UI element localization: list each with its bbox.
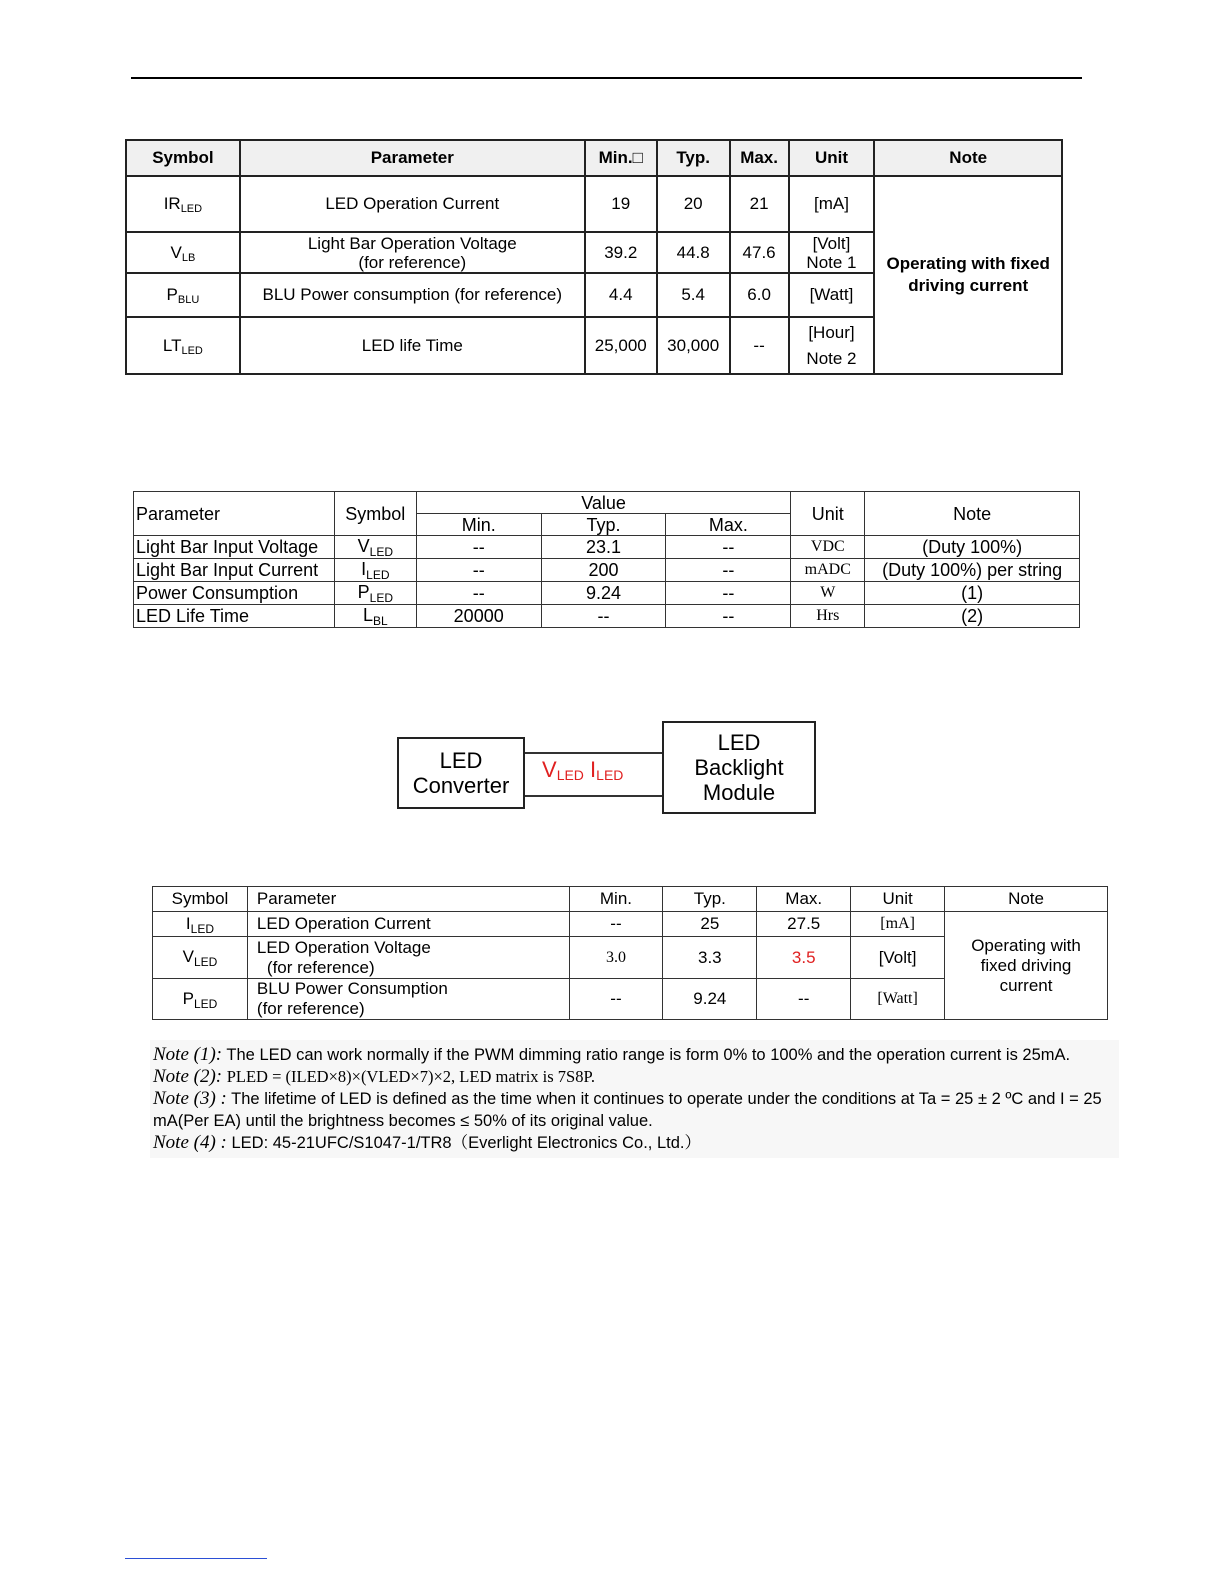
unit-cell: Hrs (791, 605, 865, 628)
unit-cell: [Watt] (851, 979, 945, 1020)
unit-cell: [Watt] (789, 273, 875, 317)
col-typ: Typ. (541, 514, 666, 536)
table-header-row (153, 887, 1108, 912)
converter-label-line2: Converter (412, 773, 510, 798)
col-typ: Typ. (663, 887, 757, 912)
unit-cell: [Volt] (851, 937, 945, 979)
typ-cell: 23.1 (541, 536, 666, 559)
col-unit: Unit (791, 492, 865, 536)
max-cell: -- (757, 979, 851, 1020)
col-note: Note (874, 140, 1062, 176)
col-symbol: Symbol (126, 140, 240, 176)
unit-cell: [mA] (789, 176, 875, 232)
max-cell: -- (666, 582, 791, 605)
symbol-cell: $V_{LB}$ (126, 232, 240, 273)
max-cell: -- (730, 317, 789, 374)
parameter-cell: BLU Power consumption (for reference) (240, 273, 585, 317)
col-note: Note (945, 887, 1108, 912)
unit-cell: W (791, 582, 865, 605)
min-cell: 19 (585, 176, 657, 232)
min-cell: -- (416, 559, 541, 582)
min-cell: 39.2 (585, 232, 657, 273)
symbol-cell: $I_{LED}$ (334, 559, 416, 582)
wire-bottom (525, 795, 662, 797)
min-cell: -- (416, 582, 541, 605)
symbol-cell: $P_{LED}$ (153, 979, 248, 1020)
col-typ: Typ. (657, 140, 730, 176)
unit-cell: [mA] (851, 912, 945, 937)
col-parameter: Parameter (247, 887, 569, 912)
parameter-cell: Light Bar Operation Voltage (for reference) (240, 232, 585, 273)
col-unit: Unit (851, 887, 945, 912)
parameter-cell: Power Consumption (134, 582, 335, 605)
min-cell: -- (569, 912, 663, 937)
unit-cell: VDC (791, 536, 865, 559)
module-label-line3: Module (702, 780, 776, 805)
col-parameter: Parameter (240, 140, 585, 176)
unit-cell: mADC (791, 559, 865, 582)
table-header-row (134, 492, 1080, 514)
converter-label-line1: LED (439, 748, 483, 773)
col-min: Min.□ (585, 140, 657, 176)
symbol-cell: $IR_{LED}$ (126, 176, 240, 232)
module-label-line2: Backlight (694, 755, 784, 780)
unit-cell: [Hour] Note 2 (789, 317, 875, 374)
max-cell: 21 (730, 176, 789, 232)
typ-cell: 9.24 (663, 979, 757, 1020)
max-cell: 27.5 (757, 912, 851, 937)
table-row (153, 912, 1108, 937)
notes-block (150, 1040, 1119, 1158)
symbol-cell: $V_{LED}$ (334, 536, 416, 559)
col-note: Note (865, 492, 1080, 536)
max-cell: -- (666, 536, 791, 559)
min-cell: 25,000 (585, 317, 657, 374)
note-cell: (1) (865, 582, 1080, 605)
min-cell: -- (569, 979, 663, 1020)
note-cell: Operating with fixed driving current (945, 912, 1108, 1020)
note-cell: (Duty 100%) (865, 536, 1080, 559)
col-symbol: Symbol (153, 887, 248, 912)
col-value: Value (416, 492, 791, 514)
table-row (134, 559, 1080, 582)
symbol-cell: $P_{BLU}$ (126, 273, 240, 317)
parameter-cell: Light Bar Input Current (134, 559, 335, 582)
max-cell: -- (666, 605, 791, 628)
footer-rule (125, 1558, 267, 1559)
parameter-cell: LED Operation Voltage (for reference) (247, 937, 569, 979)
col-max: Max. (666, 514, 791, 536)
symbol-cell: $V_{LED}$ (153, 937, 248, 979)
min-cell: 3.0 (569, 937, 663, 979)
table-header-row (126, 140, 1062, 176)
signal-label: $V_{LED}$ $I_{LED}$ (542, 757, 624, 783)
col-unit: Unit (789, 140, 875, 176)
note-3: Note (3) : The lifetime of LED is defined as the time when it continues to operate under the conditions at Ta = 25 ± 2 ºC and I = 25 mA(Per EA) until the brightness becomes ≤ 50% of its original value. (153, 1088, 1102, 1130)
note-4: Note (4) : LED: 45-21UFC/S1047-1/TR8（Everlight Electronics Co., Ltd.） (153, 1132, 701, 1153)
col-min: Min. (416, 514, 541, 536)
parameter-cell: BLU Power Consumption (for reference) (247, 979, 569, 1020)
table-row (134, 582, 1080, 605)
min-cell: -- (416, 536, 541, 559)
symbol-cell: $I_{LED}$ (153, 912, 248, 937)
note-1: Note (1): The LED can work normally if the PWM dimming ratio range is form 0% to 100% and the operation current is 25mA. (153, 1044, 1071, 1065)
parameter-cell: LED Operation Current (247, 912, 569, 937)
max-cell: 3.5 (757, 937, 851, 979)
typ-cell: 44.8 (657, 232, 730, 273)
wire-top (525, 752, 662, 754)
light-bar-spec-table (133, 491, 1080, 628)
note-cell: (2) (865, 605, 1080, 628)
max-cell: -- (666, 559, 791, 582)
typ-cell: 200 (541, 559, 666, 582)
typ-cell: 30,000 (657, 317, 730, 374)
symbol-cell: $P_{LED}$ (334, 582, 416, 605)
col-min: Min. (569, 887, 663, 912)
table-row (126, 176, 1062, 232)
col-parameter: Parameter (134, 492, 335, 536)
typ-cell: 9.24 (541, 582, 666, 605)
note-cell: Operating with fixed driving current (874, 176, 1062, 374)
parameter-cell: Light Bar Input Voltage (134, 536, 335, 559)
header-rule (131, 77, 1082, 79)
typ-cell: 25 (663, 912, 757, 937)
note-2: Note (2): PLED = (ILED×8)×(VLED×7)×2, LED matrix is 7S8P. (153, 1066, 595, 1087)
min-cell: 20000 (416, 605, 541, 628)
table-row (134, 536, 1080, 559)
col-max: Max. (757, 887, 851, 912)
typ-cell: 3.3 (663, 937, 757, 979)
max-cell: 6.0 (730, 273, 789, 317)
led-converter-box (397, 737, 525, 809)
col-symbol: Symbol (334, 492, 416, 536)
symbol-cell: $LT_{LED}$ (126, 317, 240, 374)
typ-cell: -- (541, 605, 666, 628)
parameter-cell: LED Operation Current (240, 176, 585, 232)
typ-cell: 20 (657, 176, 730, 232)
note-cell: (Duty 100%) per string (865, 559, 1080, 582)
typ-cell: 5.4 (657, 273, 730, 317)
parameter-cell: LED life Time (240, 317, 585, 374)
unit-cell: [Volt] Note 1 (789, 232, 875, 273)
max-cell: 47.6 (730, 232, 789, 273)
table-row (134, 605, 1080, 628)
parameter-cell: LED Life Time (134, 605, 335, 628)
symbol-cell: $L_{BL}$ (334, 605, 416, 628)
backlight-spec-table (125, 139, 1063, 375)
led-backlight-module-box (662, 721, 816, 814)
min-cell: 4.4 (585, 273, 657, 317)
module-label-line1: LED (717, 730, 761, 755)
col-max: Max. (730, 140, 789, 176)
led-spec-table (152, 886, 1108, 1020)
